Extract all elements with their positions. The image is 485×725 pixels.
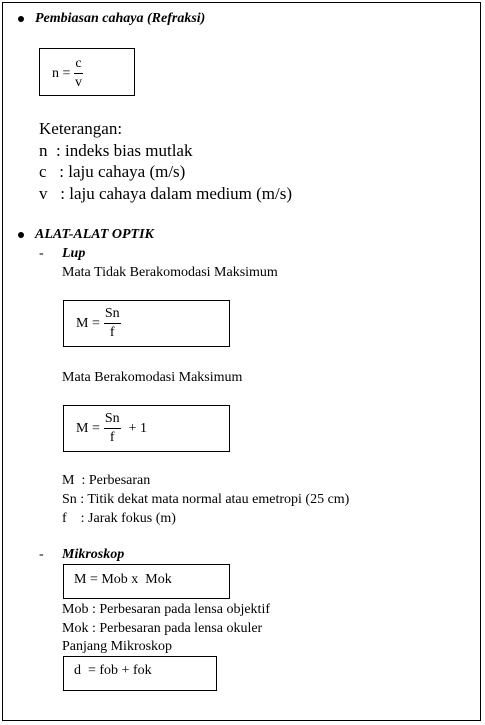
section-heading-refraksi: Pembiasan cahaya (Refraksi) [35,11,206,26]
subheading-mikroskop: Mikroskop [62,547,125,562]
bullet-icon [18,16,24,22]
lup-legend-item: Sn : Titik dekat mata normal atau emetropi (25 cm) [62,492,350,507]
fraction-denominator: v [75,75,83,90]
mikroskop-length-label: Panjang Mikroskop [62,639,173,654]
formula-lhs: M = [76,420,100,436]
formula-box-refraksi [39,48,135,96]
lup-case1-label: Mata Tidak Berakomodasi Maksimum [62,265,278,280]
keterangan-title: Keterangan: [39,119,123,138]
keterangan-item: c : laju cahaya (m/s) [39,162,186,181]
mikroskop-legend-item: Mok : Perbesaran pada lensa okuler [62,621,263,636]
bullet-icon [18,232,24,238]
formula-rhs: + 1 [128,420,148,436]
lup-case2-label: Mata Berakomodasi Maksimum [62,370,243,385]
formula-box-lup-2 [63,405,230,452]
fraction-numerator: Sn [104,412,121,429]
formula-box-mikroskop-2 [63,656,217,691]
fraction-numerator: Sn [104,307,121,324]
formula-box-mikroskop-1 [63,564,230,599]
formula-mikroskop-panjang: d = fob + fok [74,663,152,678]
formula-lhs: n = [52,65,71,81]
list-dash: - [39,547,44,562]
fraction [104,412,121,445]
fraction [104,307,121,340]
section-heading-alat-optik: ALAT-ALAT OPTIK [35,227,154,242]
subheading-lup: Lup [62,246,86,261]
keterangan-item: n : indeks bias mutlak [39,141,193,160]
formula-lhs: M = [76,315,100,331]
formula-mikroskop-perbesaran: M = Mob x Mok [74,572,172,587]
lup-legend-item: f : Jarak fokus (m) [62,511,176,526]
lup-legend-item: M : Perbesaran [62,473,151,488]
list-dash: - [39,246,44,261]
fraction-numerator: c [74,57,82,74]
fraction-denominator: f [109,430,115,445]
fraction-denominator: f [109,325,115,340]
fraction [74,57,82,90]
formula-box-lup-1 [63,300,230,347]
document-page [2,2,481,721]
keterangan-item: v : laju cahaya dalam medium (m/s) [39,184,293,203]
mikroskop-legend-item: Mob : Perbesaran pada lensa objektif [62,602,270,617]
